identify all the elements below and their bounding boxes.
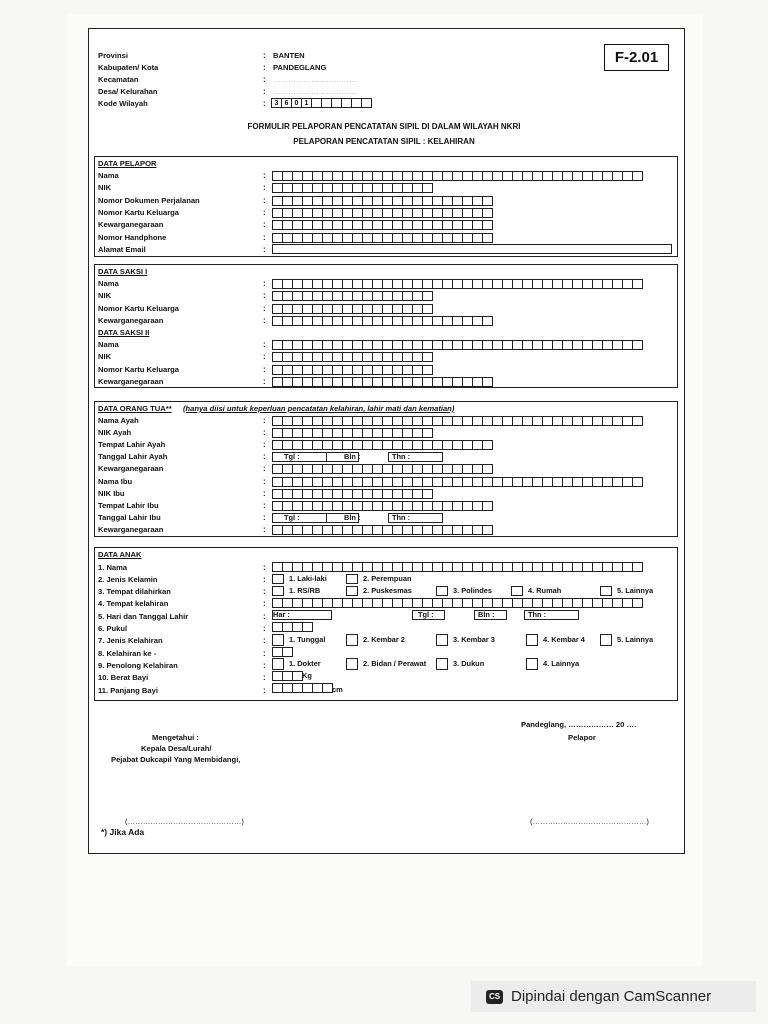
input-cell[interactable] — [422, 428, 433, 438]
option-jenis-kelahiran: 3. Kembar 3 — [453, 635, 495, 644]
colon: : — [263, 171, 266, 180]
colon: : — [263, 612, 266, 621]
input-cell[interactable] — [422, 291, 433, 301]
orang-tua-field-label: Tempat Lahir Ibu — [98, 501, 159, 510]
input-cell[interactable] — [422, 365, 433, 375]
orang-tua-field-label: Tanggal Lahir Ibu — [98, 513, 161, 522]
option-penolong: 3. Dukun — [453, 659, 485, 668]
pelapor-input[interactable] — [272, 220, 492, 230]
input-cell[interactable] — [482, 196, 493, 206]
tempat-kelahiran-input[interactable] — [272, 598, 642, 608]
option-penolong: 4. Lainnya — [543, 659, 580, 668]
colon: : — [263, 575, 266, 584]
jenis-kelahiran-box[interactable] — [436, 634, 448, 646]
tempat-box[interactable] — [511, 586, 523, 596]
input-cell[interactable] — [482, 464, 493, 474]
camscanner-text: Dipindai dengan CamScanner — [511, 988, 712, 1005]
saksi-1-field-label: Kewarganegaraan — [98, 316, 164, 325]
pejabat-label: Pejabat Dukcapil Yang Membidangi, — [111, 755, 241, 764]
anak-field-label: 6. Pukul — [98, 624, 128, 633]
pelapor-input[interactable] — [272, 208, 492, 218]
jenis-kelahiran-box[interactable] — [600, 634, 612, 646]
colon: : — [263, 416, 266, 425]
option-jenis-kelahiran: 5. Lainnya — [617, 635, 654, 644]
colon: : — [263, 196, 266, 205]
orang-tua-input[interactable] — [272, 489, 432, 499]
input-cell[interactable]: 3 — [271, 98, 282, 108]
orang-tua-field-label: Nama Ayah — [98, 416, 139, 425]
colon: : — [263, 340, 266, 349]
tgl-label: Tgl : — [418, 610, 434, 619]
colon: : — [263, 279, 266, 288]
header-label: Provinsi — [98, 51, 128, 60]
input-cell[interactable] — [482, 233, 493, 243]
orang-tua-input[interactable] — [272, 416, 642, 426]
anak-nama-input[interactable] — [272, 562, 642, 572]
bln-label: Bln : — [344, 452, 361, 461]
colon: : — [263, 673, 266, 682]
saksi-1-field-label: NIK — [98, 291, 112, 300]
input-cell[interactable]: 1 — [301, 98, 312, 108]
colon: : — [263, 291, 266, 300]
saksi-1-input[interactable] — [272, 291, 432, 301]
section-heading-saksi-2: DATA SAKSI II — [98, 328, 150, 337]
colon: : — [263, 563, 266, 572]
option-tempat: 5. Lainnya — [617, 586, 654, 595]
saksi-1-input[interactable] — [272, 304, 432, 314]
input-cell[interactable] — [482, 377, 493, 387]
orang-tua-input[interactable] — [272, 477, 642, 487]
saksi-1-input[interactable] — [272, 279, 642, 289]
colon: : — [263, 686, 266, 695]
berat-input[interactable] — [272, 671, 302, 681]
penolong-box[interactable] — [346, 658, 358, 670]
option-tempat: 4. Rumah — [528, 586, 562, 595]
pelapor-field-label: Nomor Kartu Keluarga — [98, 208, 180, 217]
jenis-kelahiran-box[interactable] — [272, 634, 284, 646]
tgl-label: Tgl : — [284, 513, 300, 522]
place-date: Pandeglang, ……………… 20 …. — [521, 720, 637, 729]
option-penolong: 2. Bidan / Perawat — [363, 659, 427, 668]
email-input[interactable] — [272, 244, 672, 254]
colon: : — [263, 51, 266, 60]
orang-tua-field-label: Nama Ibu — [98, 477, 133, 486]
orang-tua-field-label: Kewarganegaraan — [98, 525, 164, 534]
pelapor-field-label: NIK — [98, 183, 112, 192]
kode-wilayah-input[interactable] — [271, 98, 371, 108]
anak-field-label: 10. Berat Bayi — [98, 673, 149, 682]
input-cell[interactable] — [482, 316, 493, 326]
input-cell[interactable] — [632, 340, 643, 350]
jenis-kelamin-box[interactable] — [346, 574, 358, 584]
jenis-kelahiran-box[interactable] — [346, 634, 358, 646]
colon: : — [263, 208, 266, 217]
colon: : — [263, 649, 266, 658]
saksi-1-field-label: Nama — [98, 279, 119, 288]
input-cell[interactable]: 6 — [281, 98, 292, 108]
kelahiran-ke-input[interactable] — [272, 647, 292, 657]
input-cell[interactable] — [632, 562, 643, 572]
header-label: Kecamatan — [98, 75, 139, 84]
signature-line-right: (………………………………………) — [530, 817, 649, 826]
bln-label: Bln : — [478, 610, 495, 619]
saksi-2-input[interactable] — [272, 365, 432, 375]
orang-tua-input[interactable] — [272, 525, 492, 535]
pelapor-field-label: Nama — [98, 171, 119, 180]
colon: : — [263, 501, 266, 510]
colon: : — [263, 428, 266, 437]
colon: : — [263, 624, 266, 633]
saksi-1-field-label: Nomor Kartu Keluarga — [98, 304, 180, 313]
anak-field-label: 11. Panjang Bayi — [98, 686, 158, 695]
pelapor-field-label: Nomor Dokumen Perjalanan — [98, 196, 200, 205]
pelapor-label: Pelapor — [568, 733, 596, 742]
orang-tua-field-label: Kewarganegaraan — [98, 464, 164, 473]
option-penolong: 1. Dokter — [289, 659, 321, 668]
colon: : — [263, 661, 266, 670]
pelapor-input[interactable] — [272, 183, 432, 193]
colon: : — [263, 377, 266, 386]
input-cell[interactable] — [632, 416, 643, 426]
anak-field-label: 1. Nama — [98, 563, 128, 572]
header-label: Desa/ Kelurahan — [98, 87, 158, 96]
option-tempat: 1. RS/RB — [289, 586, 321, 595]
colon: : — [263, 636, 266, 645]
input-cell[interactable] — [482, 208, 493, 218]
camscanner-watermark — [471, 981, 756, 1012]
option-tempat: 3. Polindes — [453, 586, 493, 595]
option-jenis-kelahiran: 1. Tunggal — [289, 635, 326, 644]
orang-tua-input[interactable] — [272, 501, 492, 511]
colon: : — [263, 489, 266, 498]
option-perempuan: 2. Perempuan — [363, 574, 412, 583]
unit-kg: Kg — [302, 671, 312, 680]
header-label: Kabupaten/ Kota — [98, 63, 159, 72]
input-cell[interactable] — [422, 183, 433, 193]
saksi-2-field-label: NIK — [98, 352, 112, 361]
camscanner-logo-icon: CS — [486, 990, 503, 1004]
input-cell[interactable] — [422, 304, 433, 314]
penolong-box[interactable] — [272, 658, 284, 670]
tempat-box[interactable] — [346, 586, 358, 596]
colon: : — [263, 452, 266, 461]
form-title-line2: PELAPORAN PENCATATAN SIPIL : KELAHIRAN — [293, 137, 475, 146]
pelapor-field-label: Kewarganegaraan — [98, 220, 164, 229]
saksi-1-input[interactable] — [272, 316, 492, 326]
input-cell[interactable] — [632, 171, 643, 181]
option-jenis-kelahiran: 4. Kembar 4 — [543, 635, 585, 644]
kepala-desa-label: Kepala Desa/Lurah/ — [141, 744, 212, 753]
pelapor-input[interactable] — [272, 233, 492, 243]
tempat-box[interactable] — [436, 586, 448, 596]
colon: : — [263, 220, 266, 229]
orang-tua-input[interactable] — [272, 440, 492, 450]
penolong-box[interactable] — [526, 658, 538, 670]
colon: : — [263, 99, 266, 108]
orang-tua-input[interactable] — [272, 428, 432, 438]
footnote: *) Jika Ada — [101, 827, 145, 837]
colon: : — [263, 304, 266, 313]
input-cell[interactable] — [302, 622, 313, 632]
input-cell[interactable] — [632, 477, 643, 487]
unit-cm: cm — [332, 685, 343, 694]
thn-label: Thn : — [392, 452, 411, 461]
option-laki-laki: 1. Laki-laki — [289, 574, 327, 583]
penolong-box[interactable] — [436, 658, 448, 670]
section-heading-anak: DATA ANAK — [98, 550, 142, 559]
colon: : — [263, 63, 266, 72]
section-heading-orang-tua: DATA ORANG TUA** — [98, 404, 172, 413]
header-value: …………………………… — [273, 75, 357, 84]
saksi-2-input[interactable] — [272, 340, 642, 350]
thn-label: Thn : — [528, 610, 547, 619]
colon: : — [263, 464, 266, 473]
colon: : — [263, 233, 266, 242]
anak-field-label: 7. Jenis Kelahiran — [98, 636, 163, 645]
colon: : — [263, 183, 266, 192]
saksi-2-field-label: Kewarganegaraan — [98, 377, 164, 386]
mengetahui-label: Mengetahui : — [152, 733, 199, 742]
colon: : — [263, 316, 266, 325]
anak-field-label: 8. Kelahiran ke - — [98, 649, 157, 658]
jenis-kelahiran-box[interactable] — [526, 634, 538, 646]
saksi-2-field-label: Nomor Kartu Keluarga — [98, 365, 180, 374]
colon: : — [263, 477, 266, 486]
input-cell[interactable] — [632, 279, 643, 289]
thn-label: Thn : — [392, 513, 411, 522]
colon: : — [263, 513, 266, 522]
saksi-2-field-label: Nama — [98, 340, 119, 349]
pukul-input[interactable] — [272, 622, 312, 632]
har-label: Har : — [273, 610, 290, 619]
section-heading-saksi-1: DATA SAKSI I — [98, 267, 148, 276]
input-cell[interactable] — [482, 440, 493, 450]
input-cell[interactable] — [422, 352, 433, 362]
colon: : — [263, 365, 266, 374]
input-cell[interactable] — [482, 220, 493, 230]
tempat-box[interactable] — [600, 586, 612, 596]
pelapor-input[interactable] — [272, 171, 642, 181]
orang-tua-field-label: NIK Ayah — [98, 428, 132, 437]
orang-tua-note: (hanya diisi untuk keperluan pencatatan kelahiran, lahir mati dan kematian) — [183, 404, 455, 413]
anak-field-label: 4. Tempat kelahiran — [98, 599, 169, 608]
anak-field-label: 2. Jenis Kelamin — [98, 575, 158, 584]
header-value: …………………………… — [273, 87, 357, 96]
colon: : — [263, 352, 266, 361]
jenis-kelamin-box[interactable] — [272, 574, 284, 584]
orang-tua-field-label: Tempat Lahir Ayah — [98, 440, 166, 449]
bln-label: Bln : — [344, 513, 361, 522]
orang-tua-field-label: Tanggal Lahir Ayah — [98, 452, 168, 461]
orang-tua-field-label: NIK Ibu — [98, 489, 125, 498]
saksi-2-input[interactable] — [272, 377, 492, 387]
saksi-2-input[interactable] — [272, 352, 432, 362]
orang-tua-input[interactable] — [272, 464, 492, 474]
anak-field-label: 3. Tempat dilahirkan — [98, 587, 171, 596]
input-cell[interactable] — [482, 501, 493, 511]
colon: : — [263, 525, 266, 534]
input-cell[interactable] — [422, 489, 433, 499]
header-value: BANTEN — [273, 51, 305, 60]
header-value: PANDEGLANG — [273, 63, 327, 72]
input-cell[interactable]: 0 — [291, 98, 302, 108]
pelapor-field-label: Alamat Email — [98, 245, 146, 254]
colon: : — [263, 245, 266, 254]
tgl-label: Tgl : — [284, 452, 300, 461]
colon: : — [263, 75, 266, 84]
colon: : — [263, 599, 266, 608]
anak-field-label: 5. Hari dan Tanggal Lahir — [98, 612, 189, 621]
colon: : — [263, 440, 266, 449]
input-cell[interactable] — [361, 98, 372, 108]
input-cell[interactable] — [282, 647, 293, 657]
pelapor-field-label: Nomor Handphone — [98, 233, 167, 242]
header-label: Kode Wilayah — [98, 99, 148, 108]
form-code-badge: F-2.01 — [604, 44, 669, 71]
section-heading-pelapor: DATA PELAPOR — [98, 159, 157, 168]
form-title-line1: FORMULIR PELAPORAN PENCATATAN SIPIL DI DALAM WILAYAH NKRI — [247, 122, 521, 131]
input-cell[interactable] — [482, 525, 493, 535]
option-tempat: 2. Puskesmas — [363, 586, 412, 595]
colon: : — [263, 587, 266, 596]
signature-line-left: (………………………………………) — [125, 817, 244, 826]
tempat-box[interactable] — [272, 586, 284, 596]
option-jenis-kelahiran: 2. Kembar 2 — [363, 635, 405, 644]
input-cell[interactable] — [632, 598, 643, 608]
anak-field-label: 9. Penolong Kelahiran — [98, 661, 178, 670]
pelapor-input[interactable] — [272, 196, 492, 206]
panjang-input[interactable] — [272, 683, 332, 693]
colon: : — [263, 87, 266, 96]
